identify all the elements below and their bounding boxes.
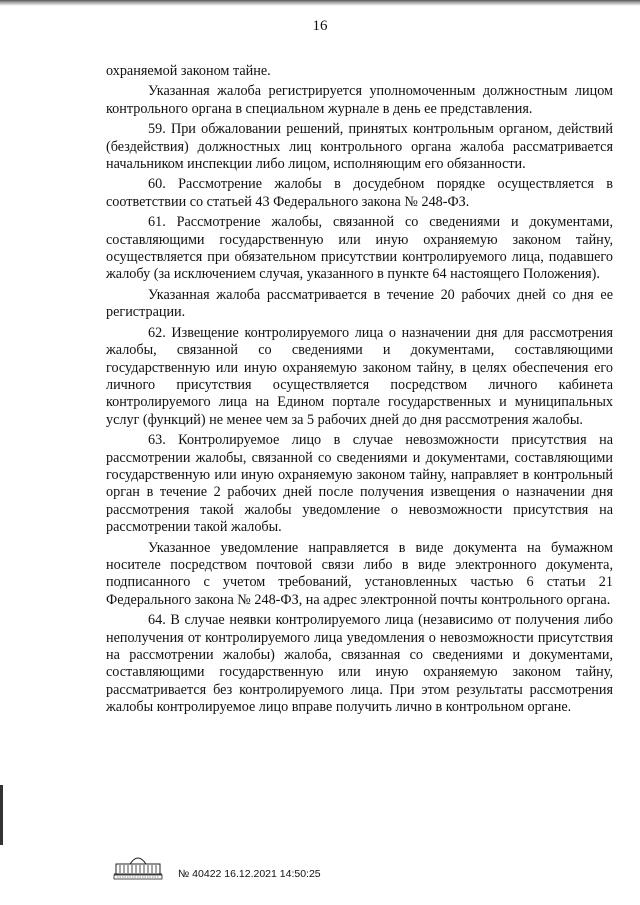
paragraph: Указанная жалоба рассматривается в течение 20 рабочих дней со дня ее регистрации. (106, 286, 613, 321)
paragraph: 61. Рассмотрение жалобы, связанной со сведениями и документами, составляющими государственную или иную охраняемую законом тайну, осуществляется при обязательном присутствии контролируемого лица, подавшего жалобу (за исключением случая, указанного в пункте 64 настоящего Положения). (106, 214, 613, 283)
paragraph: 62. Извещение контролируемого лица о назначении дня для рассмотрения жалобы, связанной со сведениями и документами, составляющими государственную или иную охраняемую законом тайну, в целях обеспечения его личного присутствия осуществляется посредством личного кабинета контролируемого лица на Едином портале государственных и муниципальных услуг (функций) не менее чем за 5 рабочих дней до дня рассмотрения жалобы. (106, 324, 613, 428)
page-number: 16 (312, 18, 328, 34)
document-body (106, 63, 613, 720)
paragraph: 63. Контролируемое лицо в случае невозможности присутствия на рассмотрении жалобы, связанной со сведениями и документами, составляющими государственную или иную охраняемую законом тайну, направляет в контрольный орган в течение 2 рабочих дней после получения извещения о назначении дня рассмотрения такой жалобы уведомление о невозможности присутствия на рассмотрении такой жалобы. (106, 432, 613, 536)
paragraph: охраняемой законом тайне. (106, 63, 271, 79)
scan-top-edge (0, 0, 640, 6)
registration-footer (108, 848, 528, 888)
paragraph: 64. В случае неявки контролируемого лица (независимо от получения либо неполучения от контролируемого лица уведомления о невозможности присутствия на рассмотрении жалобы) жалоба, связанная со сведениями и документами, составляющими государственную или иную охраняемую законом тайну, рассматривается без контролируемого лица. При этом результаты рассмотрения жалобы контролируемое лицо вправе получить лично в контрольном органе. (106, 612, 613, 716)
building-stamp-icon (108, 848, 168, 880)
paragraph: 59. При обжаловании решений, принятых контрольным органом, действий (бездействия) должностных лиц контрольного органа жалоба рассматривается начальником инспекции либо лицом, исполняющим его обязанности. (106, 121, 613, 173)
paragraph: Указанная жалоба регистрируется уполномоченным должностным лицом контрольного органа в специальном журнале в день ее представления. (106, 83, 613, 117)
paragraph: Указанное уведомление направляется в виде документа на бумажном носителе посредством почтовой связи либо в виде электронного документа, подписанного с учетом требований, установленных частью 6 статьи 21 Федерального закона № 248-ФЗ, на адрес электронной почты контрольного органа. (106, 539, 613, 608)
paragraph: 60. Рассмотрение жалобы в досудебном порядке осуществляется в соответствии со статьей 43 Федерального закона № 248-ФЗ. (106, 176, 613, 210)
scan-left-mark (0, 785, 3, 845)
registration-number: № 40422 16.12.2021 14:50:25 (178, 868, 321, 880)
